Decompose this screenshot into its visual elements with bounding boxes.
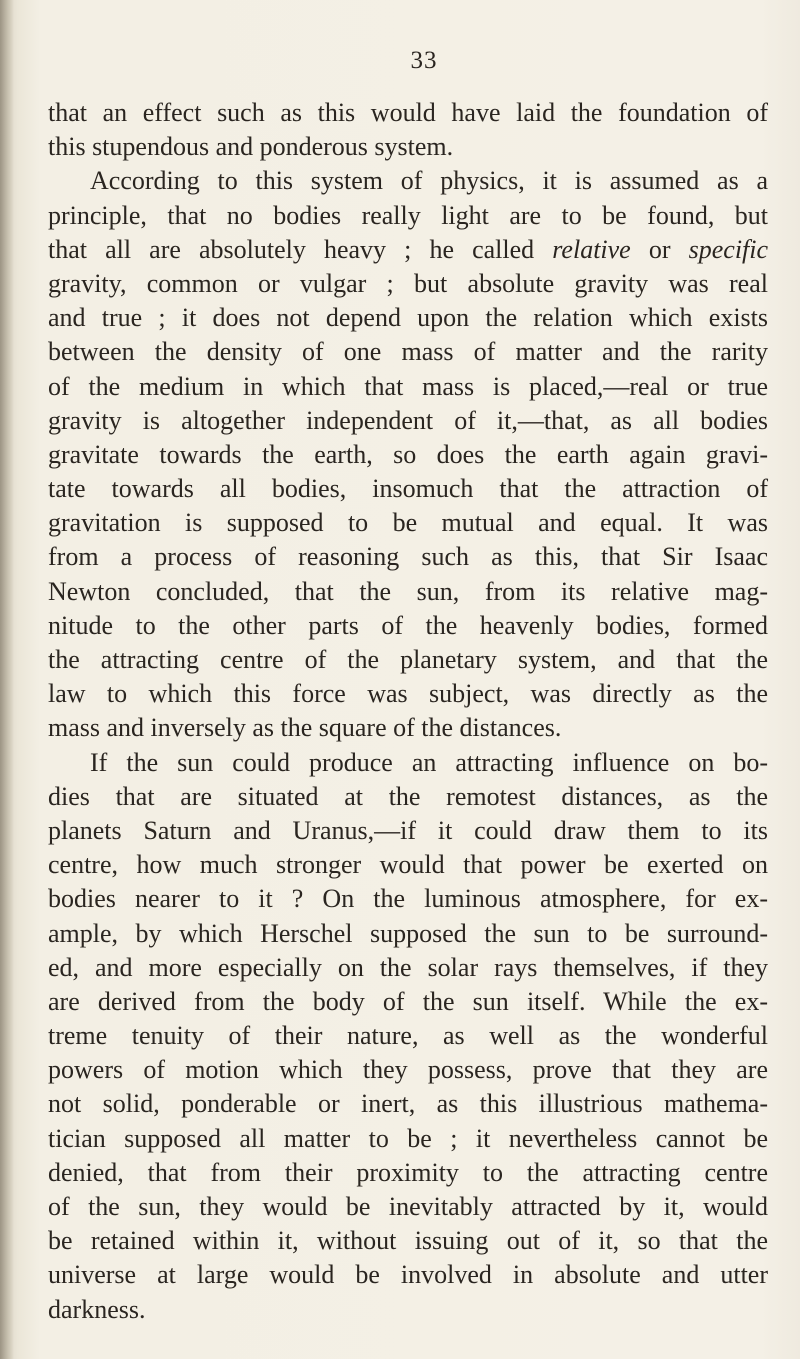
text-line: are derived from the body of the sun itself. While the ex- xyxy=(48,986,768,1016)
text-line: law to which this force was subject, was directly as the xyxy=(48,679,768,709)
binding-gutter xyxy=(0,0,14,1359)
italic-term: specific xyxy=(688,234,769,264)
text-line: ample, by which Herschel supposed the sun to be surround- xyxy=(48,918,768,948)
text-line: treme tenuity of their nature, as well as the wonderful xyxy=(48,1021,768,1051)
paragraph-start-line: If the sun could produce an attracting influence on bo- xyxy=(90,747,768,777)
text-line: of the medium in which that mass is placed,—real or true xyxy=(48,371,768,401)
page-number: 33 xyxy=(410,47,438,74)
text-line: and true ; it does not depend upon the relation which exists xyxy=(48,303,768,333)
text-segment: or xyxy=(648,234,671,264)
text-line: between the density of one mass of matter and the rarity xyxy=(48,337,768,367)
text-line: the attracting centre of the planetary system, and that the xyxy=(48,645,768,674)
text-line: tate towards all bodies, insomuch that the attraction of xyxy=(48,474,768,504)
text-line-with-italics xyxy=(48,233,768,267)
text-line: not solid, ponderable or inert, as this illustrious mathema- xyxy=(48,1089,768,1119)
text-line: denied, that from their proximity to the attracting centre xyxy=(48,1157,768,1187)
italic-term: relative xyxy=(552,234,631,264)
text-line: dies that are situated at the remotest distances, as the xyxy=(48,781,768,811)
text-line: ed, and more especially on the solar rays themselves, if they xyxy=(48,952,768,982)
text-line: gravitate towards the earth, so does the earth again gravi- xyxy=(48,439,768,469)
text-line: principle, that no bodies really light are to be found, but xyxy=(48,200,768,230)
text-line: that an effect such as this would have laid the foundation of xyxy=(48,98,768,127)
text-line: nitude to the other parts of the heavenly bodies, formed xyxy=(48,610,768,640)
text-segment: that all are absolutely heavy ; he called xyxy=(48,234,535,264)
text-line: gravity is altogether independent of it,—that, as all bodies xyxy=(48,405,768,435)
text-line: gravitation is supposed to be mutual and equal. It was xyxy=(48,508,768,538)
text-line: from a process of reasoning such as this, that Sir Isaac xyxy=(48,542,768,572)
text-line: planets Saturn and Uranus,—if it could draw them to its xyxy=(48,815,768,845)
text-line: powers of motion which they possess, prove that they are xyxy=(48,1055,768,1085)
text-line: bodies nearer to it ? On the luminous atmosphere, for ex- xyxy=(48,884,768,914)
paragraph-start-line: According to this system of physics, it is assumed as a xyxy=(90,166,768,196)
text-line: darkness. xyxy=(48,1294,146,1324)
text-line: Newton concluded, that the sun, from its relative mag- xyxy=(48,576,768,606)
text-line: universe at large would be involved in absolute and utter xyxy=(48,1260,768,1290)
text-line: mass and inversely as the square of the distances. xyxy=(48,713,562,743)
text-line: tician supposed all matter to be ; it nevertheless cannot be xyxy=(48,1123,768,1153)
text-line: be retained within it, without issuing out of it, so that the xyxy=(48,1226,768,1256)
text-line: gravity, common or vulgar ; but absolute gravity was real xyxy=(48,268,768,298)
body-text xyxy=(48,96,768,1327)
text-line: this stupendous and ponderous system. xyxy=(48,132,454,162)
text-line: of the sun, they would be inevitably attracted by it, would xyxy=(48,1192,768,1221)
text-line: centre, how much stronger would that power be exerted on xyxy=(48,850,768,880)
